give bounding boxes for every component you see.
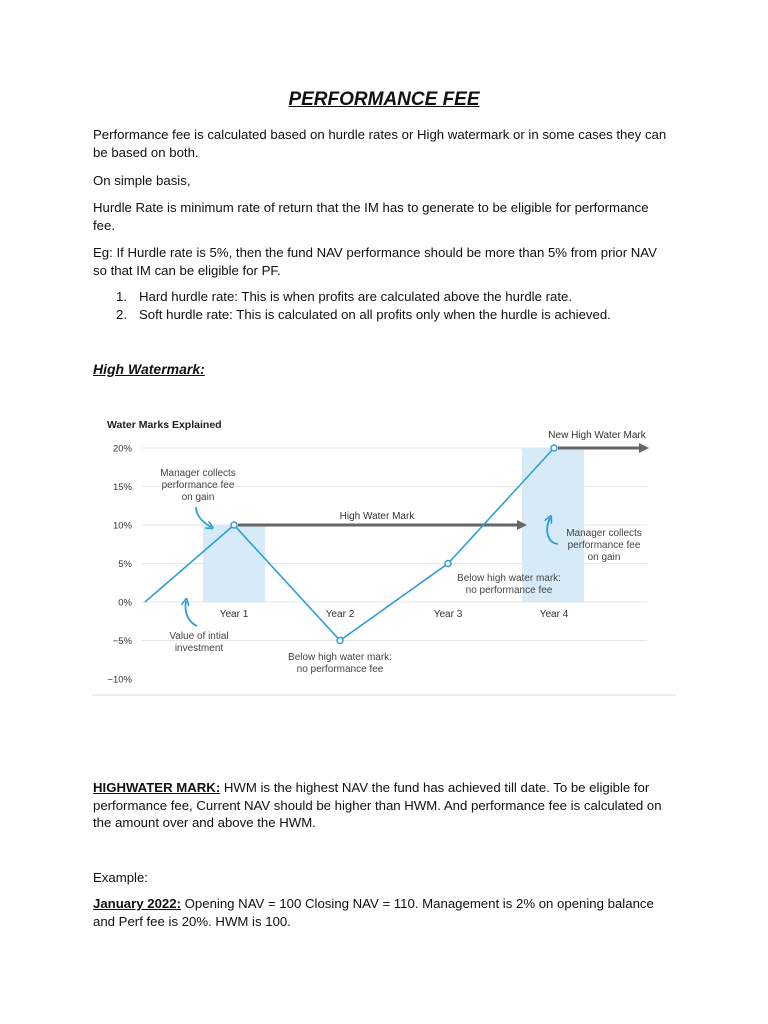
january-text: Opening NAV = 100 Closing NAV = 110. Management is 2% on opening balance and Perf fee is 20%. HWM is 100. [93,896,654,929]
y-tick-label: 0% [118,597,132,609]
annotation-collect-fee: performance fee [161,480,235,491]
chart-svg [92,400,676,698]
data-point [337,638,343,644]
highwater-paragraph [93,779,673,832]
example-label: Example: [93,870,148,885]
y-tick-label: −10% [107,674,132,686]
intro-paragraph: Performance fee is calculated based on hurdle rates or High watermark or in some cases they can be based on both. [93,127,667,160]
annotation-collect-fee: on gain [181,492,215,503]
hurdle-types-list [93,288,673,324]
data-point [445,561,451,567]
x-tick-label: Year 1 [219,609,249,620]
water-marks-chart [92,400,676,698]
list-item-number: 2. [116,307,127,322]
data-point [231,522,237,528]
annotation-collect-fee: Manager collects [566,528,642,539]
gain-region-year-1 [203,525,265,602]
annotation-below-hwm: Below high water mark: [288,652,392,663]
data-point [551,445,557,451]
list-item-text: Hard hurdle rate: This is when profits are calculated above the hurdle rate. [139,289,572,304]
annotation-initial-value: investment [174,643,224,654]
annotation-arrow [185,601,197,626]
y-tick-label: 20% [112,443,132,455]
annotation-high-water-mark: High Water Mark [339,511,415,522]
x-tick-label: Year 4 [539,609,569,620]
high-watermark-heading: High Watermark: [93,361,205,377]
page-title: PERFORMANCE FEE [288,89,480,110]
annotation-initial-value: Value of intial [169,631,229,642]
annotation-below-hwm: no performance fee [465,585,553,596]
y-tick-label: 5% [118,559,132,570]
annotation-arrow [196,507,211,527]
list-item [93,288,673,306]
y-tick-label: −5% [112,636,132,647]
list-item [93,306,673,324]
chart-title: Water Marks Explained [107,419,222,431]
highwater-label: HIGHWATER MARK: [93,780,221,795]
y-tick-label: 15% [112,482,132,493]
january-paragraph [93,895,673,930]
annotation-collect-fee: on gain [587,552,621,563]
x-tick-label: Year 3 [433,609,463,620]
highwater-text: HWM is the highest NAV the fund has achieved till date. To be eligible for performance fee, Current NAV should be higher than HWM. And performance fee is calculated on the amount over and above the HWM. [93,780,662,830]
annotation-new-high-water-mark: New High Water Mark [548,430,646,441]
annotation-collect-fee: performance fee [567,540,641,551]
hurdle-example-paragraph: Eg: If Hurdle rate is 5%, then the fund NAV performance should be more than 5% from prior NAV so that IM can be eligible for PF. [93,245,657,278]
simple-basis-paragraph: On simple basis, [93,173,191,188]
january-label: January 2022: [93,896,181,911]
list-item-number: 1. [116,289,127,304]
list-item-text: Soft hurdle rate: This is calculated on all profits only when the hurdle is achieved. [139,307,611,322]
annotation-below-hwm: no performance fee [296,664,384,675]
y-tick-label: 10% [112,520,132,532]
annotation-below-hwm: Below high water mark: [457,573,561,584]
hurdle-definition-paragraph: Hurdle Rate is minimum rate of return that the IM has to generate to be eligible for performance fee. [93,200,649,233]
x-tick-label: Year 2 [325,609,355,620]
annotation-collect-fee: Manager collects [160,468,236,479]
